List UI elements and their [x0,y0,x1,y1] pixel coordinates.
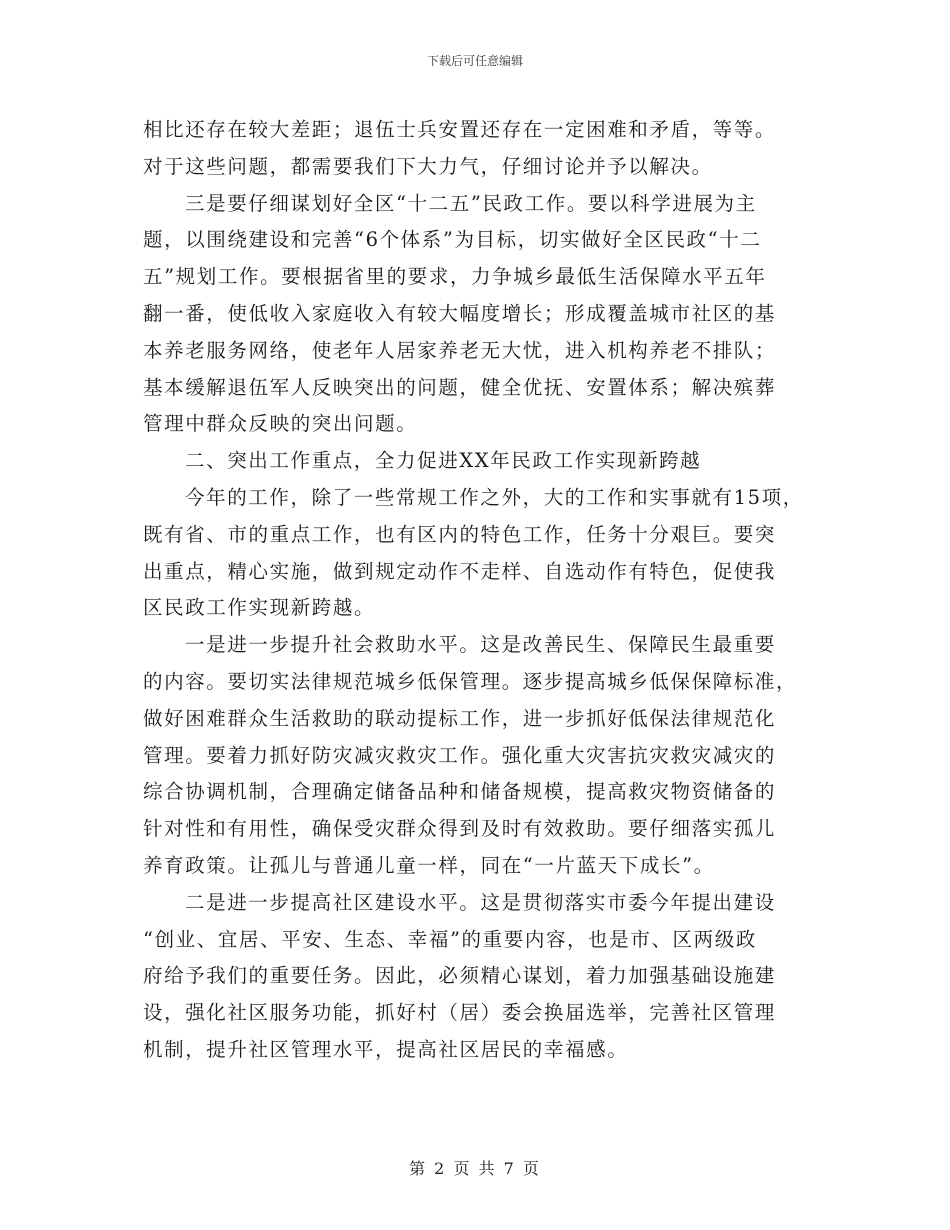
text-line: 针对性和有用性，确保受灾群众得到及时有效救助。要仔细落实孤儿 [143,817,777,841]
text-line: 管理。要着力抓好防灾减灾救灾工作。强化重大灾害抗灾救灾减灾的 [143,743,777,767]
text-line: 基本缓解退伍军人反映突出的问题，健全优抚、安置体系；解决殡葬 [143,375,777,399]
text-line: 出重点，精心实施，做到规定动作不走样、自选动作有特色，促使我 [143,559,777,583]
section-heading: 二、突出工作重点，全力促进XX年民政工作实现新跨越 [185,449,702,473]
text-line: 管理中群众反映的突出问题。 [143,412,418,436]
text-line: 题，以围绕建设和完善“6个体系”为目标，切实做好全区民政“十二 [143,228,762,252]
paragraph-start-line: 一是进一步提升社会救助水平。这是改善民生、保障民生最重要 [185,633,776,657]
text-line: 设，强化社区服务功能，抓好村（居）委会换届选举，完善社区管理 [143,1001,777,1025]
text-line: 府给予我们的重要任务。因此，必须精心谋划，着力加强基础设施建 [143,964,777,988]
paragraph-start-line: 三是要仔细谋划好全区“十二五”民政工作。要以科学进展为主 [185,191,757,215]
text-line: 翻一番，使低收入家庭收入有较大幅度增长；形成覆盖城市社区的基 [143,301,777,325]
page-number: 第 2 页 共 7 页 [409,1159,541,1178]
text-line: 综合协调机制，合理确定储备品种和储备规模，提高救灾物资储备的 [143,780,777,804]
document-body [143,112,823,1069]
text-line: 区民政工作实现新跨越。 [143,596,376,620]
text-line: 相比还存在较大差距；退伍士兵安置还存在一定困难和矛盾，等等。 [143,118,777,141]
text-line: 的内容。要切实法律规范城乡低保管理。逐步提高城乡低保保障标准， [143,669,798,693]
text-line: 对于这些问题，都需要我们下大力气，仔细讨论并予以解决。 [143,154,713,178]
text-line: “创业、宜居、平安、生态、幸福”的重要内容，也是市、区两级政 [143,927,757,951]
text-line: 既有省、市的重点工作，也有区内的特色工作，任务十分艰巨。要突 [143,522,777,546]
paragraph-start-line: 今年的工作，除了一些常规工作之外，大的工作和实事就有15项， [185,485,804,509]
text-line: 本养老服务网络，使老年人居家养老无大忧，进入机构养老不排队； [143,338,777,362]
text-line: 机制，提升社区管理水平，提高社区居民的幸福感。 [143,1037,629,1061]
text-line: 五”规划工作。要根据省里的要求，力争城乡最低生活保障水平五年 [143,265,767,289]
paragraph-start-line: 二是进一步提高社区建设水平。这是贯彻落实市委今年提出建设 [185,890,776,914]
text-line: 做好困难群众生活救助的联动提标工作，进一步抓好低保法律规范化 [143,706,777,730]
text-line: 养育政策。让孤儿与普通儿童一样，同在“一片蓝天下成长”。 [143,853,715,877]
page-header-note: 下载后可任意编辑 [426,54,523,68]
